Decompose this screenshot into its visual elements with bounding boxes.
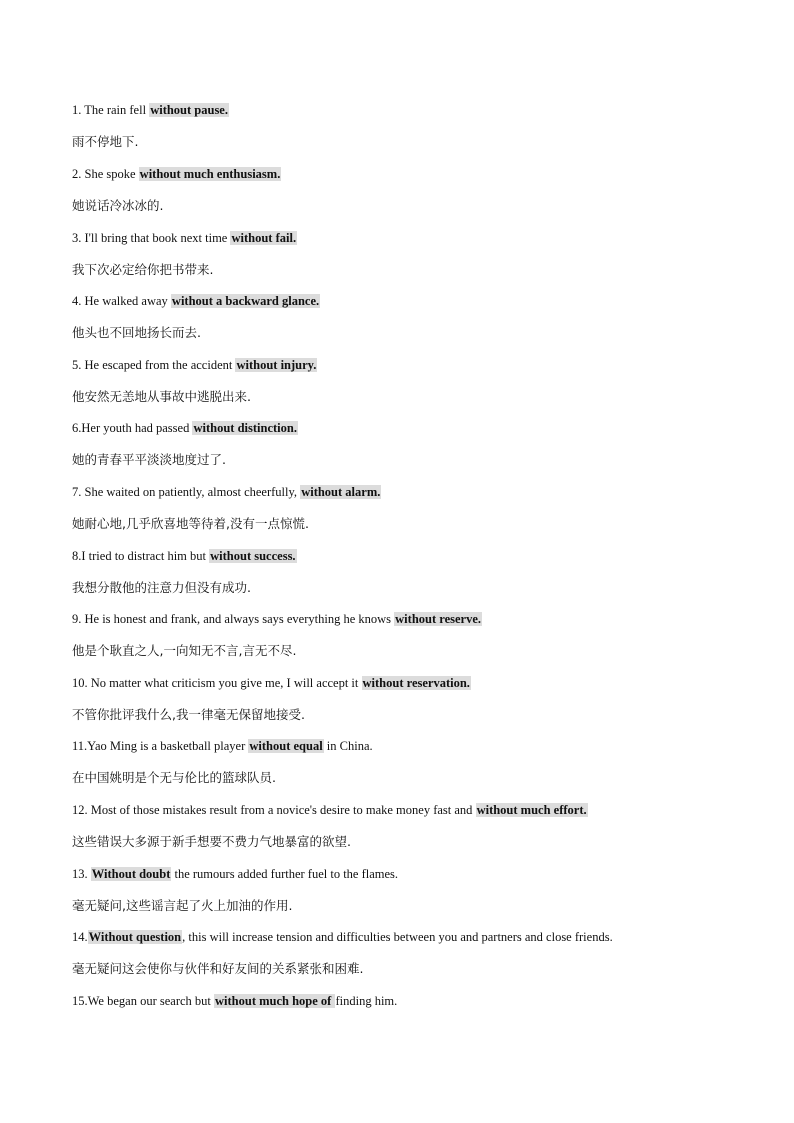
sentence-15 [72,993,754,1009]
sentence-number: 15. [72,994,88,1008]
sentence-number: 6. [72,421,82,435]
translation-7: 她耐心地,几乎欣喜地等待着,没有一点惊慌. [72,516,309,531]
sentence-text: He escaped from the accident [84,358,236,372]
sentence-4 [72,293,754,309]
sentence-number: 11. [72,739,88,753]
sentence-9 [72,611,754,627]
highlighted-phrase: without much hope of [215,994,335,1008]
sentence-number: 7. [72,485,85,499]
sentence-14 [72,929,754,945]
sentence-8 [72,548,754,564]
translation-10: 不管你批评我什么,我一律毫无保留地接受. [72,707,305,722]
sentence-text: I'll bring that book next time [84,231,231,245]
sentence-5 [72,357,754,373]
translation-1: 雨不停地下. [72,134,139,149]
highlighted-phrase: without pause. [150,103,228,117]
sentence-text: She waited on patiently, almost cheerfully, [84,485,301,499]
sentence-1 [72,102,754,118]
sentence-6 [72,420,754,436]
sentence-10 [72,675,754,691]
sentence-number: 3. [72,231,85,245]
translation-11: 在中国姚明是个无与伦比的篮球队员. [72,770,276,785]
translation-9: 他是个耿直之人,一向知无不言,言无不尽. [72,643,297,658]
translation-6: 她的青春平平淡淡地度过了. [72,452,226,467]
sentence-text: He walked away [84,294,171,308]
sentence-number: 8. [72,549,82,563]
sentence-text: Yao Ming is a basketball player [87,739,249,753]
sentence-7 [72,484,754,500]
highlighted-phrase: without a backward glance. [171,294,320,308]
sentence-text: Her youth had passed [81,421,193,435]
translation-2: 她说话冷冰冰的. [72,198,164,213]
sentence-text: No matter what criticism you give me, I will accept it [90,676,362,690]
sentence-11 [72,738,754,754]
sentence-13 [72,866,754,882]
translation-14: 毫无疑问这会使你与伙伴和好友间的关系紧张和困难. [72,961,364,976]
translation-4: 他头也不回地扬长而去. [72,325,201,340]
translation-8: 我想分散他的注意力但没有成功. [72,580,251,595]
sentence-text: He is honest and frank, and always says everything he knows [84,612,395,626]
sentence-number: 9. [72,612,85,626]
translation-13: 毫无疑问,这些谣言起了火上加油的作用. [72,898,293,913]
highlighted-phrase: without success. [210,549,296,563]
sentence-number: 14. [72,930,88,944]
sentence-number: 2. [72,167,85,181]
highlighted-phrase: without much effort. [476,803,587,817]
sentence-text-after: the rumours added further fuel to the flames. [171,867,399,881]
sentence-number: 5. [72,358,85,372]
highlighted-phrase: without distinction. [193,421,297,435]
translation-5: 他安然无恙地从事故中逃脱出来. [72,389,251,404]
highlighted-phrase: Without doubt [91,867,171,881]
sentence-number: 12. [72,803,91,817]
highlighted-phrase: Without question [88,930,182,944]
highlighted-phrase: without alarm. [301,485,381,499]
sentence-text: I tried to distract him but [81,549,210,563]
sentence-3 [72,230,754,246]
highlighted-phrase: without reservation. [362,676,470,690]
highlighted-phrase: without injury. [236,358,317,372]
translation-3: 我下次必定给你把书带来. [72,262,214,277]
sentence-text-after: finding him. [335,994,398,1008]
sentence-number: 10. [72,676,91,690]
highlighted-phrase: without much enthusiasm. [139,167,281,181]
sentence-text: She spoke [84,167,139,181]
highlighted-phrase: without reserve. [395,612,482,626]
sentence-text-after: in China. [323,739,373,753]
sentence-12 [72,802,754,818]
sentence-text: We began our search but [87,994,214,1008]
highlighted-phrase: without equal [249,739,323,753]
sentence-text: Most of those mistakes result from a novice's desire to make money fast and [90,803,476,817]
sentence-text: The rain fell [84,103,150,117]
sentence-text-after: , this will increase tension and difficulties between you and partners and close friends. [182,930,613,944]
sentence-number: 4. [72,294,85,308]
translation-12: 这些错误大多源于新手想要不费力气地暴富的欲望. [72,834,351,849]
highlighted-phrase: without fail. [231,231,297,245]
sentence-2 [72,166,754,182]
sentence-number: 13. [72,867,91,881]
sentence-number: 1. [72,103,85,117]
